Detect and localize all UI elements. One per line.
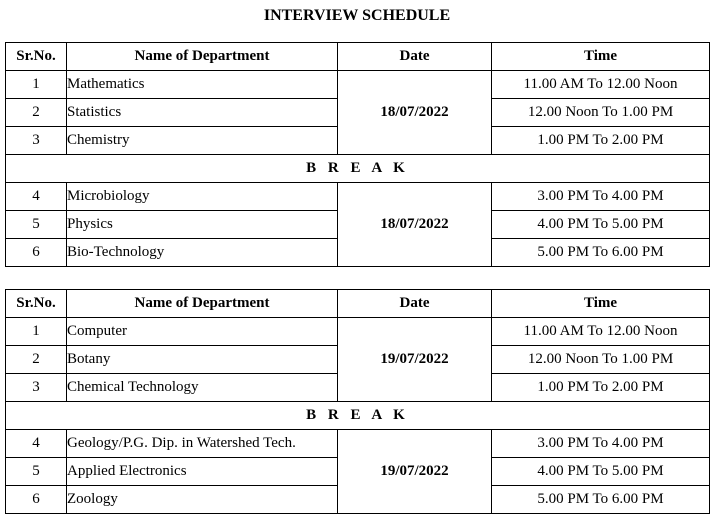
date-cell: 18/07/2022 [338, 71, 492, 155]
department-cell: Applied Electronics [67, 458, 338, 486]
sr-no-cell: 4 [6, 183, 67, 211]
schedule-table-day-1 [5, 42, 710, 267]
sr-no-cell: 2 [6, 99, 67, 127]
header-row [6, 43, 710, 71]
time-cell: 5.00 PM To 6.00 PM [492, 486, 710, 514]
time-cell: 1.00 PM To 2.00 PM [492, 374, 710, 402]
header-department: Name of Department [67, 290, 338, 318]
break-row [6, 402, 710, 430]
department-cell: Zoology [67, 486, 338, 514]
date-cell: 18/07/2022 [338, 183, 492, 267]
time-cell: 3.00 PM To 4.00 PM [492, 430, 710, 458]
sr-no-cell: 3 [6, 374, 67, 402]
department-cell: Geology/P.G. Dip. in Watershed Tech. [67, 430, 338, 458]
header-time: Time [492, 43, 710, 71]
header-date: Date [338, 290, 492, 318]
header-time: Time [492, 290, 710, 318]
table-row [6, 71, 710, 99]
header-date: Date [338, 43, 492, 71]
header-department: Name of Department [67, 43, 338, 71]
time-cell: 12.00 Noon To 1.00 PM [492, 99, 710, 127]
department-cell: Physics [67, 211, 338, 239]
time-cell: 11.00 AM To 12.00 Noon [492, 71, 710, 99]
department-cell: Chemical Technology [67, 374, 338, 402]
department-cell: Statistics [67, 99, 338, 127]
date-cell: 19/07/2022 [338, 318, 492, 402]
sr-no-cell: 2 [6, 346, 67, 374]
time-cell: 1.00 PM To 2.00 PM [492, 127, 710, 155]
header-sr-no: Sr.No. [6, 290, 67, 318]
table-row [6, 430, 710, 458]
date-cell: 19/07/2022 [338, 430, 492, 514]
break-row [6, 155, 710, 183]
page-title: INTERVIEW SCHEDULE [263, 7, 451, 24]
sr-no-cell: 4 [6, 430, 67, 458]
department-cell: Microbiology [67, 183, 338, 211]
department-cell: Botany [67, 346, 338, 374]
department-cell: Chemistry [67, 127, 338, 155]
time-cell: 11.00 AM To 12.00 Noon [492, 318, 710, 346]
break-label: B R E A K [6, 402, 710, 430]
time-cell: 4.00 PM To 5.00 PM [492, 458, 710, 486]
time-cell: 5.00 PM To 6.00 PM [492, 239, 710, 267]
department-cell: Bio-Technology [67, 239, 338, 267]
schedule-table-day-2 [5, 289, 710, 514]
time-cell: 3.00 PM To 4.00 PM [492, 183, 710, 211]
sr-no-cell: 1 [6, 318, 67, 346]
department-cell: Mathematics [67, 71, 338, 99]
department-cell: Computer [67, 318, 338, 346]
sr-no-cell: 6 [6, 239, 67, 267]
sr-no-cell: 6 [6, 486, 67, 514]
sr-no-cell: 5 [6, 211, 67, 239]
time-cell: 4.00 PM To 5.00 PM [492, 211, 710, 239]
sr-no-cell: 5 [6, 458, 67, 486]
header-sr-no: Sr.No. [6, 43, 67, 71]
table-row [6, 318, 710, 346]
sr-no-cell: 3 [6, 127, 67, 155]
break-label: B R E A K [6, 155, 710, 183]
table-row [6, 183, 710, 211]
sr-no-cell: 1 [6, 71, 67, 99]
time-cell: 12.00 Noon To 1.00 PM [492, 346, 710, 374]
header-row [6, 290, 710, 318]
